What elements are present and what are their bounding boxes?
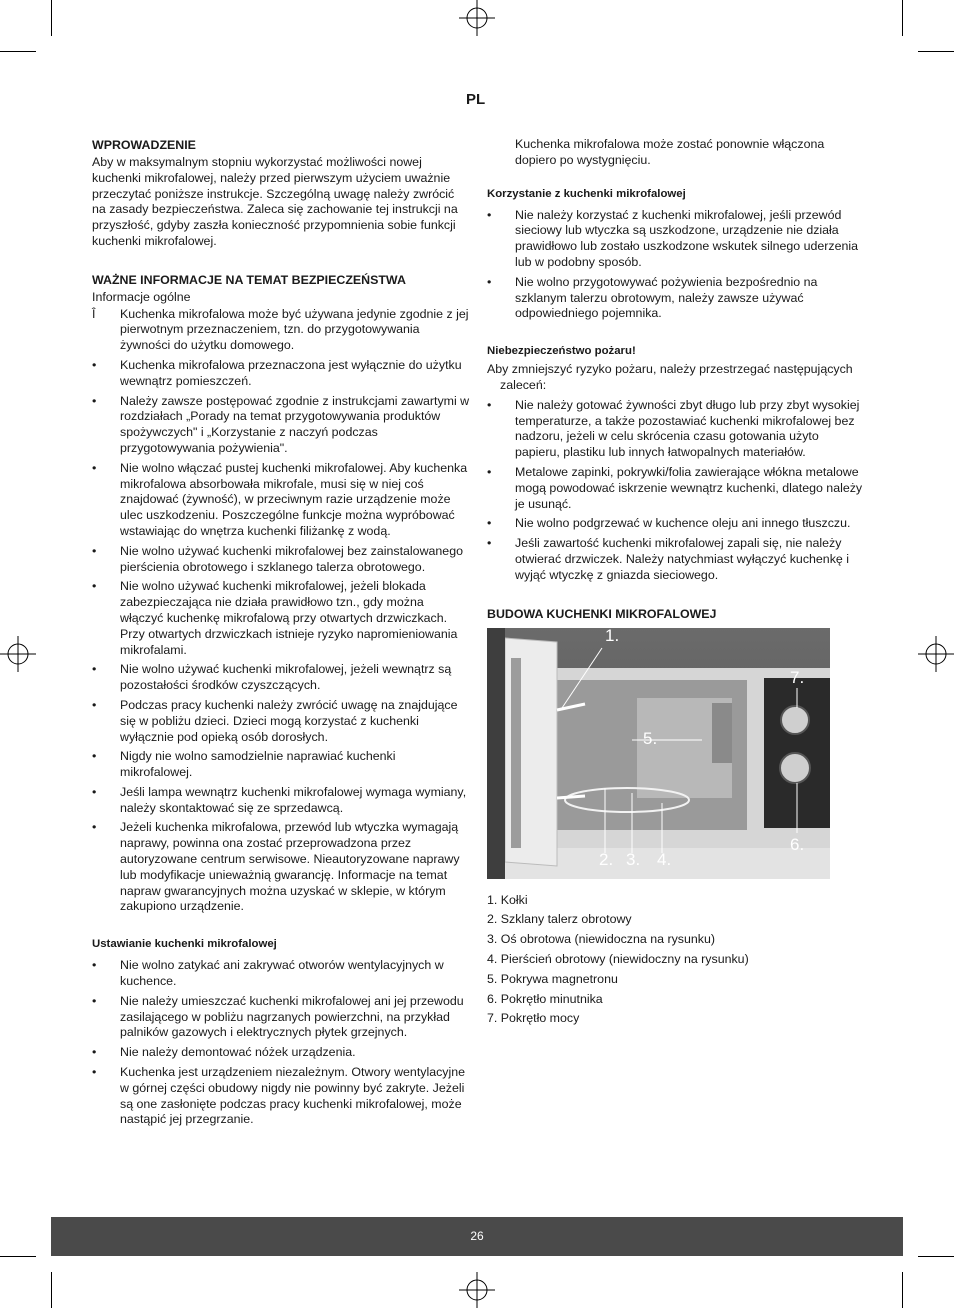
left-column xyxy=(92,137,470,1132)
language-code: PL xyxy=(466,91,486,108)
list-item: • Kuchenka mikrofalowa przeznaczona jest wyłącznie do użytku wewnątrz pomieszczeń. xyxy=(92,357,462,388)
photo-label-1: 1. xyxy=(605,627,620,645)
crop-mark xyxy=(902,0,903,36)
list-item: • Nie należy umieszczać kuchenki mikrofalowej ani jej przewodu zasilającego w pobliżu nagrzanych powierzchni, na przykład palników gazowych i elektrycznych płytek grzejnych. xyxy=(92,993,464,1040)
construction-heading: BUDOWA KUCHENKI MIKROFALOWEJ xyxy=(487,606,717,621)
crop-mark xyxy=(0,1256,36,1257)
list-item: • Podczas pracy kuchenki należy zwrócić uwagę na znajdujące się w pobliżu dzieci. Dzieci mogą korzystać z kuchenki wyłącznie pod opieką osób dorosłych. xyxy=(92,697,458,744)
fire-intro: Aby zmniejszyć ryzyko pożaru, należy przestrzegać następujących zaleceń: xyxy=(487,362,853,392)
list-item: • Metalowe zapinki, pokrywki/folia zawierające włókna metalowe mogą powodować iskrzenie wewnątrz kuchenki, dlatego należy je usunąć. xyxy=(487,464,863,511)
registration-mark-icon xyxy=(457,1268,497,1308)
list-item: 1. Kołki xyxy=(487,892,528,907)
crop-mark xyxy=(0,51,36,52)
right-column xyxy=(487,137,863,1031)
fire-heading: Niebezpieczeństwo pożaru! xyxy=(487,345,636,358)
safety-heading: WAŻNE INFORMACJE NA TEMAT BEZPIECZEŃSTWA xyxy=(92,272,406,287)
registration-mark-icon xyxy=(914,634,954,674)
list-item: 3. Oś obrotowa (niewidoczna na rysunku) xyxy=(487,932,715,947)
list-item: 6. Pokrętło minutnika xyxy=(487,991,603,1006)
list-item: • Nie wolno używać kuchenki mikrofalowej, jeżeli wewnątrz są pozostałości środków czyszczących. xyxy=(92,662,452,693)
crop-mark xyxy=(918,51,954,52)
list-item: • Nie należy gotować żywności zbyt długo lub przy zbyt wysokiej temperaturze, a także pozostawiać kuchenki mikrofalowej bez nadzoru, jeżeli w celu skrócenia czasu gotowania użyto papieru, plastiku lub innych łatwopalnych materiałów. xyxy=(487,397,860,460)
setup-heading: Ustawianie kuchenki mikrofalowej xyxy=(92,938,277,951)
registration-mark-icon xyxy=(457,0,497,40)
list-item: • Nie wolno przygotowywać pożywienia bezpośrednio na szklanym talerzu obrotowym, należy zawsze używać odpowiedniego pojemnika. xyxy=(487,274,818,321)
list-item: • Jeśli zawartość kuchenki mikrofalowej zapali się, nie należy otwierać drzwiczek. Należy natychmiast wyłączyć kuchenkę i wyjąć wtyczkę z gniazda sieciowego. xyxy=(487,536,849,582)
photo-label-5: 5. xyxy=(643,728,658,748)
list-item: • Nie należy korzystać z kuchenki mikrofalowej, jeśli przewód sieciowy lub wtyczka są uszkodzone, urządzenie nie działa prawidłowo lub zostało uszkodzone wskutek silnego uderzenia lub w podobny sposób. xyxy=(487,207,859,269)
list-item: 7. Pokrętło mocy xyxy=(487,1011,580,1026)
crop-mark xyxy=(51,1272,52,1308)
list-item: 2. Szklany talerz obrotowy xyxy=(487,912,632,927)
crop-mark xyxy=(51,0,52,36)
registration-mark-icon xyxy=(0,634,40,674)
microwave-photo xyxy=(487,628,830,879)
list-item: • Nigdy nie wolno samodzielnie naprawiać kuchenki mikrofalowej. xyxy=(92,749,396,780)
list-item: • Nie należy demontować nóżek urządzenia. xyxy=(92,1045,356,1060)
list-item: 4. Pierścień obrotowy (niewidoczny na rysunku) xyxy=(487,951,749,966)
fire-list xyxy=(487,398,863,584)
photo-label-4: 4. xyxy=(657,849,672,869)
parts-list xyxy=(487,893,863,1028)
crop-mark xyxy=(902,1272,903,1308)
list-item: • Nie wolno włączać pustej kuchenki mikrofalowej. Aby kuchenka mikrofalowa absorbowała mikrofale, musi się w niej coś znajdować (żywność), w przeciwnym razie urządzenie może ulec uszkodzeniu. Poszczególne funkcje można wypróbować wstawiając do wnętrza kuchenki filiżankę z wodą. xyxy=(92,460,468,538)
setup-continuation: Kuchenka mikrofalowa może zostać ponownie włączona dopiero po wystygnięciu. xyxy=(515,137,825,167)
usage-heading: Korzystanie z kuchenki mikrofalowej xyxy=(487,187,686,200)
list-item: 5. Pokrywa magnetronu xyxy=(487,971,618,986)
list-item: • Nie wolno używać kuchenki mikrofalowej bez zainstalowanego pierścienia obrotowego i szklanego talerza obrotowego. xyxy=(92,543,463,574)
intro-text: Aby w maksymalnym stopniu wykorzystać możliwości nowej kuchenki mikrofalowej, należy przed pierwszym użyciem uważnie przeczytać poniższe instrukcje. Szczególną uwagę należy zwrócić na zasady bezpieczeństwa. Zaleca się zachowanie tej instrukcji na przyszłość, gdyby zaszła konieczność przypomnienia sobie funkcji kuchenki mikrofalowej. xyxy=(92,155,458,248)
list-item: Î Kuchenka mikrofalowa może być używana jedynie zgodnie z jej pierwotnym przeznaczeniem, tzn. do przygotowywania żywności do użytku domowego. xyxy=(92,306,469,353)
safety-list xyxy=(92,307,470,916)
page-footer xyxy=(51,1217,903,1256)
microwave-illustration xyxy=(487,628,830,879)
intro-heading: WPROWADZENIE xyxy=(92,138,196,152)
photo-label-7: 7. xyxy=(790,667,805,687)
list-item: • Nie wolno zatykać ani zakrywać otworów wentylacyjnych w kuchence. xyxy=(92,958,444,989)
list-item: • Jeżeli kuchenka mikrofalowa, przewód lub wtyczka wymagają naprawy, powinna ona zostać przeprowadzona przez autoryzowane centrum serwisowe. Nieautoryzowane naprawy lub modyfikacje unieważnią gwarancję. Informacje na temat napraw gwarancyjnych można uzyskać w sklepie, w którym zakupiono urządzenie. xyxy=(92,820,460,914)
crop-mark xyxy=(918,1256,954,1257)
list-item: • Jeśli lampa wewnątrz kuchenki mikrofalowej wymaga wymiany, należy skontaktować się ze sprzedawcą. xyxy=(92,784,467,815)
page-number: 26 xyxy=(470,1229,484,1243)
list-item: • Kuchenka jest urządzeniem niezależnym. Otwory wentylacyjne w górnej części obudowy nigdy nie powinny być zakryte. Jeżeli są one zasłonięte podczas pracy kuchenki mikrofalowej, może nastąpić jej przegrzanie. xyxy=(92,1065,466,1127)
list-item: • Należy zawsze postępować zgodnie z instrukcjami zawartymi w rozdziałach „Porady na temat przygotowywania produktów spożywczych" i „Korzystanie z naczyń podczas przygotowywania pożywienia". xyxy=(92,393,470,455)
list-item: • Nie wolno podgrzewać w kuchence oleju ani innego tłuszczu. xyxy=(487,516,851,531)
list-item: • Nie wolno używać kuchenki mikrofalowej, jeżeli blokada zabezpieczająca nie działa prawidłowo tzn., gdy można włączyć kuchenkę mikrofalową przy otwartych drzwiczkach. Przy otwartych drzwiczkach istnieje ryzyko napromieniowania mikrofalami. xyxy=(92,579,458,657)
photo-label-3: 3. xyxy=(626,849,641,869)
safety-subtitle: Informacje ogólne xyxy=(92,289,191,304)
photo-label-2: 2. xyxy=(599,849,614,869)
usage-list xyxy=(487,208,863,323)
photo-label-6: 6. xyxy=(790,834,805,854)
setup-list xyxy=(92,958,470,1128)
